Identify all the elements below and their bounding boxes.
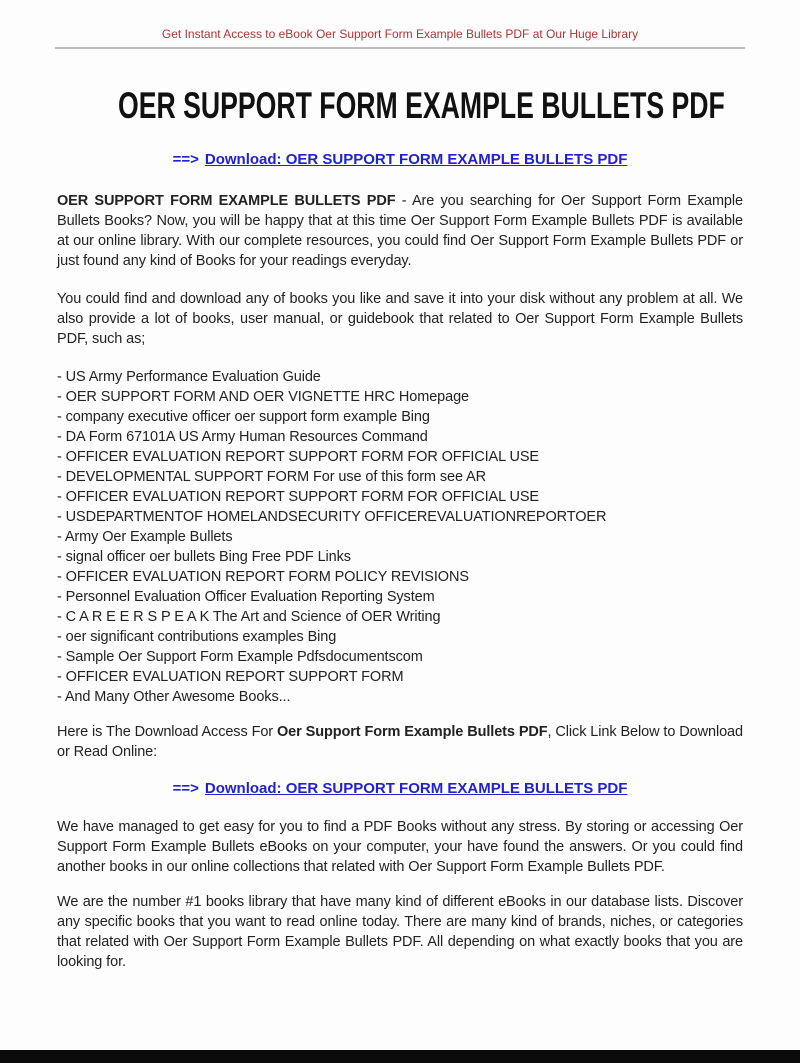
arrow-prefix: ==> xyxy=(172,780,199,797)
page-title xyxy=(0,87,800,125)
paragraph-intro-rest: - Are you searching for Oer Support Form Example Bullets Books? Now, you will be happy that at this time Oer Support Form Example Bullets PDF is available at our online library. With our complete resources, you could find Oer Support Form Example Bullets PDF or just found any kind of Books for your readings everyday. xyxy=(57,193,743,269)
list-item: - oer significant contributions examples Bing xyxy=(57,629,337,645)
footer-bar xyxy=(0,1050,800,1063)
paragraph-find-download: You could find and download any of books you like and save it into your disk without any problem at all. We also provide a lot of books, user manual, or guidebook that related to Oer Support Form Example Bullets PDF, such as; xyxy=(57,291,743,347)
list-item: - OFFICER EVALUATION REPORT FORM POLICY REVISIONS xyxy=(57,569,469,585)
arrow-prefix: ==> xyxy=(172,151,199,168)
book-list xyxy=(57,367,743,707)
list-item: - US Army Performance Evaluation Guide xyxy=(57,369,321,385)
list-item: - C A R E E R S P E A K The Art and Science of OER Writing xyxy=(57,609,441,625)
download-link-bottom[interactable]: Download: OER SUPPORT FORM EXAMPLE BULLETS PDF xyxy=(204,780,628,797)
list-item: - company executive officer oer support form example Bing xyxy=(57,409,430,425)
list-item: - OFFICER EVALUATION REPORT SUPPORT FORM FOR OFFICIAL USE xyxy=(57,489,539,505)
paragraph-access xyxy=(57,722,743,762)
page-title-text: OER SUPPORT FORM EXAMPLE BULLETS PDF xyxy=(117,85,725,126)
paragraph-intro xyxy=(57,191,743,271)
paragraph-intro-bold: OER SUPPORT FORM EXAMPLE BULLETS PDF xyxy=(57,193,396,209)
download-line-top xyxy=(0,151,800,169)
list-item: - signal officer oer bullets Bing Free PDF Links xyxy=(57,549,351,565)
top-banner xyxy=(0,0,800,42)
list-item: - Army Oer Example Bullets xyxy=(57,529,233,545)
list-item: - Sample Oer Support Form Example Pdfsdocumentscom xyxy=(57,649,423,665)
list-item: - DEVELOPMENTAL SUPPORT FORM For use of this form see AR xyxy=(57,469,486,485)
list-item: - And Many Other Awesome Books... xyxy=(57,689,291,705)
list-item: - OER SUPPORT FORM AND OER VIGNETTE HRC Homepage xyxy=(57,389,470,405)
list-item: - Personnel Evaluation Officer Evaluation Reporting System xyxy=(57,589,435,605)
paragraph-access-prefix: Here is The Download Access For xyxy=(57,724,277,740)
list-item: - OFFICER EVALUATION REPORT SUPPORT FORM FOR OFFICIAL USE xyxy=(57,449,539,465)
paragraph-access-bold: Oer Support Form Example Bullets PDF xyxy=(277,724,548,740)
download-line-bottom xyxy=(0,780,800,798)
divider-rule xyxy=(55,47,745,49)
list-item: - USDEPARTMENTOF HOMELANDSECURITY OFFICEREVALUATIONREPORTOER xyxy=(57,509,607,525)
list-item: - DA Form 67101A US Army Human Resources Command xyxy=(57,429,428,445)
download-link-top[interactable]: Download: OER SUPPORT FORM EXAMPLE BULLETS PDF xyxy=(204,151,628,168)
list-item: - OFFICER EVALUATION REPORT SUPPORT FORM xyxy=(57,669,404,685)
paragraph-library: We are the number #1 books library that have many kind of different eBooks in our database lists. Discover any specific books that you want to read online today. There are many kind of brands, niches, or categories that related with Oer Support Form Example Bullets PDF. All depending on what exactly books that you are looking for. xyxy=(57,894,743,970)
paragraph-access-suffix: , Click Link Below to Download or Read Online: xyxy=(57,724,743,760)
paragraph-managed: We have managed to get easy for you to find a PDF Books without any stress. By storing or accessing Oer Support Form Example Bullets eBooks on your computer, your have found the answers. Or you could find another books in our online collections that related with Oer Support Form Example Bullets PDF. xyxy=(57,819,743,875)
top-banner-text: Get Instant Access to eBook Oer Support Form Example Bullets PDF at Our Huge Library xyxy=(161,27,639,41)
